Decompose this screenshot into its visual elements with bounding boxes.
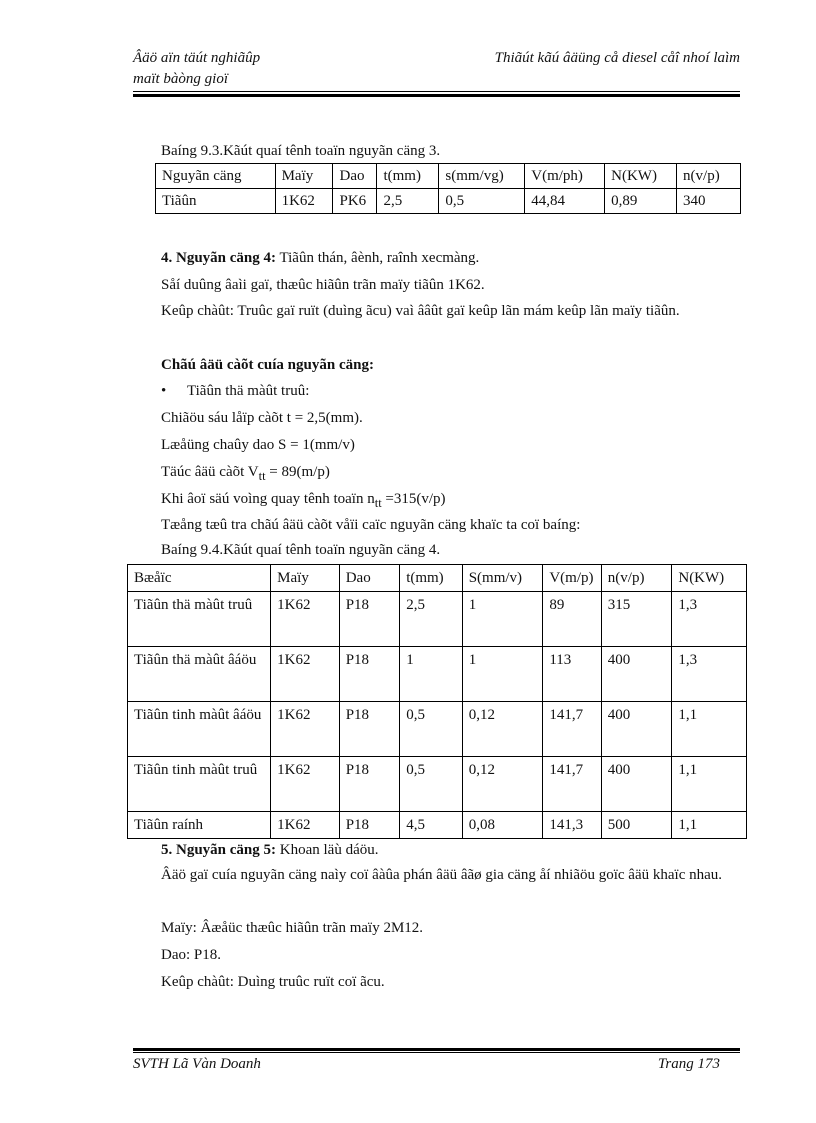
formula-speed-post: = 89(m/p) (265, 464, 330, 480)
section-5-title-bold: 5. Nguyãn cäng 5: (161, 842, 277, 858)
formula-depth: Chiãöu sáu låïp càõt t = 2,5(mm). (161, 410, 363, 426)
footer-author: SVTH Lã Vàn Doanh (133, 1056, 261, 1072)
table-cell: P18 (339, 757, 399, 812)
table-cell: Tiãûn (156, 189, 276, 214)
table-cell: 1 (462, 647, 543, 702)
table-header-cell: N(KW) (672, 565, 747, 592)
table-header-cell: Maïy (271, 565, 340, 592)
section-5-title (133, 837, 740, 864)
table-header-cell: V(m/p) (543, 565, 601, 592)
table-cell: 340 (677, 189, 741, 214)
table-9-4 (127, 564, 747, 839)
table-cell: 141,7 (543, 757, 601, 812)
table-row (156, 164, 741, 189)
table-header-cell: t(mm) (400, 565, 463, 592)
table-cell: 400 (601, 647, 672, 702)
header-rule-thick (133, 94, 740, 97)
table-cell: 0,12 (462, 757, 543, 812)
table-cell: 0,12 (462, 702, 543, 757)
header-left-line2: maït bàòng gioï (133, 71, 229, 87)
section-4-line1: Såí duûng âaìi gaï, thæûc hiãûn trãn maïy tiãûn 1K62. (161, 277, 485, 293)
section-5-line2: Maïy: Âæåüc thæûc hiãûn trãn maïy 2M12. (161, 920, 424, 936)
section-4-line2: Keûp chàût: Truûc gaï ruït (duìng ãcu) vaì ââût gaï keûp lãn mám keûp lãn maïy tiãûn. (161, 303, 680, 319)
header-rule-thin (133, 91, 740, 92)
table-9-3 (155, 163, 741, 214)
table-cell: P18 (339, 812, 399, 839)
table-cell: 400 (601, 702, 672, 757)
table-header-cell: Bæåïc (128, 565, 271, 592)
table-row (128, 812, 747, 839)
table-cell: 1 (462, 592, 543, 647)
table-cell: Tiãûn thä màût âáöu (128, 647, 271, 702)
table-cell: Tiãûn raính (128, 812, 271, 839)
formula-speed-pre: Täúc âäü càõt V (161, 464, 259, 480)
table-header-cell: Nguyãn cäng (156, 164, 276, 189)
table-cell: 0,5 (400, 757, 463, 812)
footer-rule-thin (133, 1052, 740, 1053)
table-cell: 1K62 (271, 812, 340, 839)
section-5-line1: Âäö gaï cuía nguyãn cäng naìy coï âàûa phán âäü âãø gia cäng åí nhiãöu goïc âäü khaïc nhau. (161, 867, 723, 883)
table-cell: P18 (339, 592, 399, 647)
section-5-line4: Keûp chàût: Duìng truûc ruït coï ãcu. (161, 974, 385, 990)
table-cell: 141,7 (543, 702, 601, 757)
table-cell: 1K62 (271, 702, 340, 757)
table-header-cell: n(v/p) (677, 164, 741, 189)
section-5-title-rest: Khoan läù dáöu. (276, 842, 379, 858)
table-cell: 0,89 (605, 189, 677, 214)
table-cell: 1K62 (275, 189, 333, 214)
table-cell: 44,84 (525, 189, 605, 214)
table-cell: PK6 (333, 189, 377, 214)
table-cell: 1 (400, 647, 463, 702)
section-4-title-bold: 4. Nguyãn cäng 4: (161, 250, 277, 266)
table-cell: 113 (543, 647, 601, 702)
table-row (128, 647, 747, 702)
bullet-icon: • (161, 383, 167, 399)
table-cell: 1K62 (271, 647, 340, 702)
table-cell: P18 (339, 702, 399, 757)
table-row (128, 592, 747, 647)
table-cell: 1K62 (271, 592, 340, 647)
table-cell: 0,5 (400, 702, 463, 757)
table-cell: 1,1 (672, 812, 747, 839)
table-header-cell: n(v/p) (601, 565, 672, 592)
table-cell: 0,08 (462, 812, 543, 839)
section-4-subtitle: Chãú âäü càõt cuía nguyãn cäng: (161, 357, 374, 373)
table-cell: 1,1 (672, 757, 747, 812)
section-4-title (133, 245, 740, 272)
table-header-cell: Dao (333, 164, 377, 189)
section-4-bullet-text: Tiãûn thä màût truû: (187, 383, 310, 399)
table-row (128, 702, 747, 757)
section-5-line3: Dao: P18. (161, 947, 221, 963)
table-header-cell: Maïy (275, 164, 333, 189)
section-4-table-intro: Tæång tæû tra chãú âäü càõt våïi caïc nguyãn cäng khaïc ta coï baíng: (161, 517, 581, 533)
formula-rpm-post: =315(v/p) (381, 491, 446, 507)
table-cell: 1,3 (672, 592, 747, 647)
formula-speed-sub: tt (258, 469, 266, 483)
table-cell: 0,5 (439, 189, 525, 214)
table-cell: 89 (543, 592, 601, 647)
table-cell: Tiãûn tinh màût âáöu (128, 702, 271, 757)
table-cell: 1K62 (271, 757, 340, 812)
header-left-line1: Âäö aïn täút nghiãûp (133, 50, 261, 66)
table-header-cell: V(m/ph) (525, 164, 605, 189)
table-cell: 1,1 (672, 702, 747, 757)
formula-feed: Læåüng chaûy dao S = 1(mm/v) (161, 437, 355, 453)
formula-rpm-pre: Khi âoï säú voìng quay tênh toaïn n (161, 491, 375, 507)
table-9-3-caption: Baíng 9.3.Kãút quaí tênh toaïn nguyãn cäng 3. (161, 143, 441, 159)
table-header-cell: S(mm/v) (462, 565, 543, 592)
section-4-title-rest: Tiãûn thán, âènh, raînh xecmàng. (276, 250, 480, 266)
table-cell: 2,5 (377, 189, 439, 214)
table-cell: 1,3 (672, 647, 747, 702)
footer-page-number: Trang 173 (657, 1056, 720, 1072)
table-header-cell: t(mm) (377, 164, 439, 189)
table-header-cell: N(KW) (605, 164, 677, 189)
table-cell: P18 (339, 647, 399, 702)
table-cell: 4,5 (400, 812, 463, 839)
table-cell: 141,3 (543, 812, 601, 839)
footer-rule-thick (133, 1048, 740, 1051)
table-cell: Tiãûn thä màût truû (128, 592, 271, 647)
header-left (133, 48, 433, 90)
table-row (156, 189, 741, 214)
header-right: Thiãút kãú âäüng cå diesel cåî nhoí laìm (494, 50, 740, 66)
table-cell: 400 (601, 757, 672, 812)
table-cell: 315 (601, 592, 672, 647)
table-row (128, 757, 747, 812)
table-header-cell: Dao (339, 565, 399, 592)
table-9-4-caption: Baíng 9.4.Kãút quaí tênh toaïn nguyãn cäng 4. (161, 542, 441, 558)
table-cell: Tiãûn tinh màût truû (128, 757, 271, 812)
section-4-bullet (161, 378, 309, 405)
formula-rpm-sub: tt (374, 496, 382, 510)
table-row (128, 565, 747, 592)
table-header-cell: s(mm/vg) (439, 164, 525, 189)
table-cell: 2,5 (400, 592, 463, 647)
table-cell: 500 (601, 812, 672, 839)
